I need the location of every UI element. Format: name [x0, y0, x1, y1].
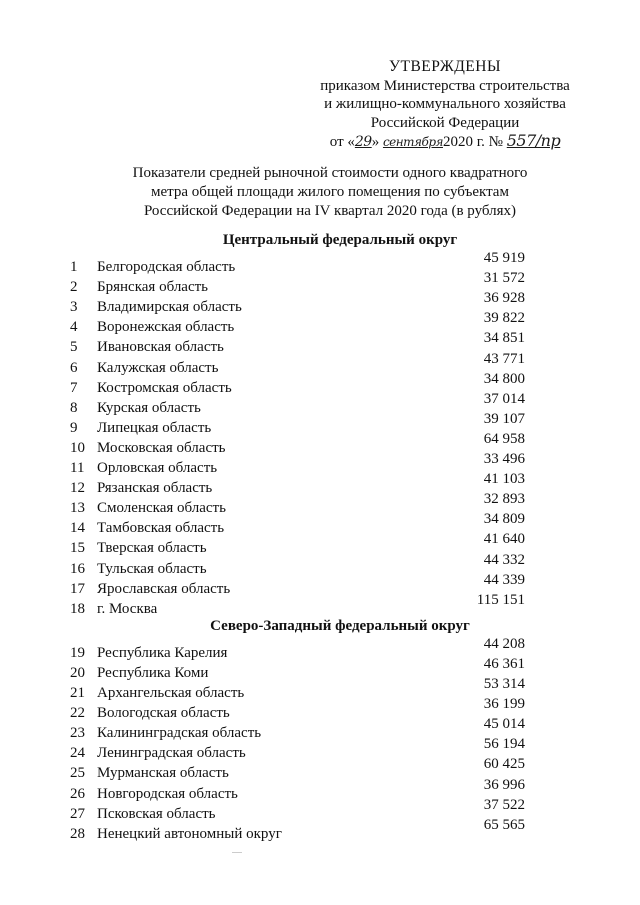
region-name: Ивановская область — [97, 339, 224, 356]
table-row — [70, 290, 550, 316]
table-row — [70, 451, 550, 476]
date-prefix: от « — [329, 134, 355, 150]
price-value: 53 314 — [483, 676, 525, 692]
row-number: 5 — [70, 339, 78, 356]
row-number: 26 — [70, 785, 85, 802]
row-number: 8 — [70, 399, 78, 416]
row-number: 4 — [70, 319, 78, 336]
table-row — [70, 270, 550, 296]
title-line-1: Показатели средней рыночной стоимости одного квадратного — [132, 165, 528, 181]
table-row — [70, 511, 550, 537]
region-name: Ненецкий автономный округ — [97, 825, 282, 842]
row-number: 23 — [70, 725, 85, 742]
table-row — [70, 390, 550, 416]
price-value: 45 014 — [483, 716, 525, 733]
row-number: 10 — [70, 439, 85, 456]
region-name: Архангельская область — [97, 685, 245, 701]
price-value: 39 822 — [483, 310, 525, 327]
row-number: 16 — [70, 560, 85, 577]
region-name: Ярославская область — [97, 580, 231, 597]
section-header: Центральный федеральный округ — [222, 232, 458, 248]
handwritten-month: сентября — [382, 135, 443, 149]
price-value: 60 425 — [483, 756, 525, 773]
row-number: 1 — [70, 259, 78, 275]
approval-block — [300, 58, 590, 152]
row-number: 11 — [70, 460, 85, 476]
row-number: 19 — [70, 644, 85, 661]
table-row — [70, 591, 550, 617]
region-name: Республика Коми — [97, 664, 209, 681]
region-name: Рязанская область — [97, 480, 213, 497]
row-number: 6 — [70, 359, 78, 376]
price-value: 44 339 — [483, 571, 525, 588]
table-row — [70, 635, 550, 661]
region-name: Псковская область — [97, 805, 216, 822]
row-number: 15 — [70, 540, 85, 557]
region-name: Калининградская область — [97, 725, 262, 742]
approval-heading: УТВЕРЖДЕНЫ — [389, 58, 501, 75]
approval-line-1: приказом Министерства строительства — [320, 77, 570, 94]
row-number: 12 — [70, 480, 85, 497]
region-name: Тверская область — [97, 540, 207, 557]
page-mark — [232, 852, 242, 853]
row-number: 13 — [70, 500, 85, 517]
table-row — [70, 756, 550, 782]
price-value: 45 919 — [483, 250, 525, 266]
table-row — [70, 696, 550, 722]
row-number: 3 — [70, 299, 78, 316]
row-number: 25 — [70, 765, 85, 782]
price-value: 64 958 — [483, 430, 525, 447]
row-number: 17 — [70, 580, 85, 597]
handwritten-day: 29 — [354, 134, 372, 150]
row-number: 22 — [70, 705, 85, 722]
region-name: Воронежская область — [97, 319, 235, 336]
table-row — [70, 471, 550, 497]
region-name: Республика Карелия — [97, 644, 228, 661]
row-number: 21 — [70, 685, 85, 701]
price-value: 39 107 — [483, 410, 525, 427]
table-row — [70, 796, 550, 822]
region-name: Мурманская область — [97, 765, 229, 782]
approval-line-2: и жилищно-коммунального хозяйства — [324, 96, 566, 112]
table-row — [70, 716, 550, 742]
price-value: 33 496 — [483, 451, 525, 467]
region-name: Тамбовская область — [97, 520, 225, 537]
table-row — [70, 531, 550, 557]
region-name: Калужская область — [97, 359, 219, 376]
table-row — [70, 655, 550, 681]
price-value: 115 151 — [476, 591, 525, 608]
price-value: 65 565 — [483, 816, 525, 833]
region-name: Липецкая область — [97, 419, 212, 436]
table-row — [70, 816, 550, 842]
region-name: Белгородская область — [97, 259, 236, 275]
row-number: 18 — [70, 600, 85, 617]
region-name: Ленинградская область — [97, 745, 246, 762]
region-name: Московская область — [97, 439, 226, 456]
date-mid: » — [371, 134, 380, 150]
region-name: Вологодская область — [97, 705, 230, 722]
region-name: Брянская область — [97, 279, 209, 296]
price-value: 31 572 — [483, 270, 525, 287]
region-name: Новгородская область — [97, 785, 238, 802]
region-name: г. Москва — [97, 600, 158, 617]
price-value: 34 851 — [483, 330, 525, 347]
price-value: 46 361 — [483, 655, 525, 672]
table-row — [70, 310, 550, 336]
price-value: 37 014 — [483, 390, 525, 407]
region-name: Курская область — [97, 399, 201, 416]
table-row — [70, 410, 550, 436]
price-value: 32 893 — [483, 491, 525, 508]
title-line-3: Российской Федерации на IV квартал 2020 года (в рублях) — [143, 203, 517, 219]
row-number: 9 — [70, 419, 78, 436]
table-row — [70, 370, 550, 396]
price-value: 41 640 — [483, 531, 525, 548]
handwritten-order-number: 557/пр — [506, 131, 561, 150]
price-value: 34 809 — [483, 511, 525, 528]
price-value: 43 771 — [483, 350, 525, 367]
table-row — [70, 676, 550, 701]
order-date-line — [300, 132, 590, 152]
table-row — [70, 551, 550, 577]
price-value: 44 332 — [483, 551, 525, 568]
table-row — [70, 491, 550, 517]
table-row — [70, 250, 550, 275]
price-value: 44 208 — [483, 635, 525, 652]
row-number: 28 — [70, 825, 85, 842]
price-value: 36 199 — [483, 696, 525, 713]
region-name: Смоленская область — [97, 500, 226, 517]
price-value: 37 522 — [483, 796, 525, 813]
table-row — [70, 350, 550, 376]
document-title — [80, 164, 580, 221]
row-number: 7 — [70, 379, 78, 396]
region-name: Костромская область — [97, 379, 232, 396]
price-value: 36 996 — [483, 776, 525, 793]
table-row — [70, 736, 550, 762]
date-year: 2020 г. № — [442, 134, 503, 150]
title-line-2: метра общей площади жилого помещения по субъектам — [151, 184, 509, 200]
row-number: 20 — [70, 664, 85, 681]
table-row — [70, 330, 550, 356]
table-row — [70, 776, 550, 802]
price-value: 41 103 — [483, 471, 525, 488]
row-number: 2 — [70, 279, 78, 296]
row-number: 27 — [70, 805, 85, 822]
price-value: 56 194 — [483, 736, 525, 753]
price-value: 36 928 — [483, 290, 525, 307]
table-row — [70, 430, 550, 456]
region-name: Владимирская область — [97, 299, 242, 316]
region-name: Тульская область — [97, 560, 207, 577]
region-name: Орловская область — [97, 460, 218, 476]
price-value: 34 800 — [483, 370, 525, 387]
section-header: Северо-Западный федеральный округ — [210, 617, 470, 634]
approval-line-3: Российской Федерации — [370, 114, 520, 131]
row-number: 14 — [70, 520, 85, 537]
row-number: 24 — [70, 745, 85, 762]
